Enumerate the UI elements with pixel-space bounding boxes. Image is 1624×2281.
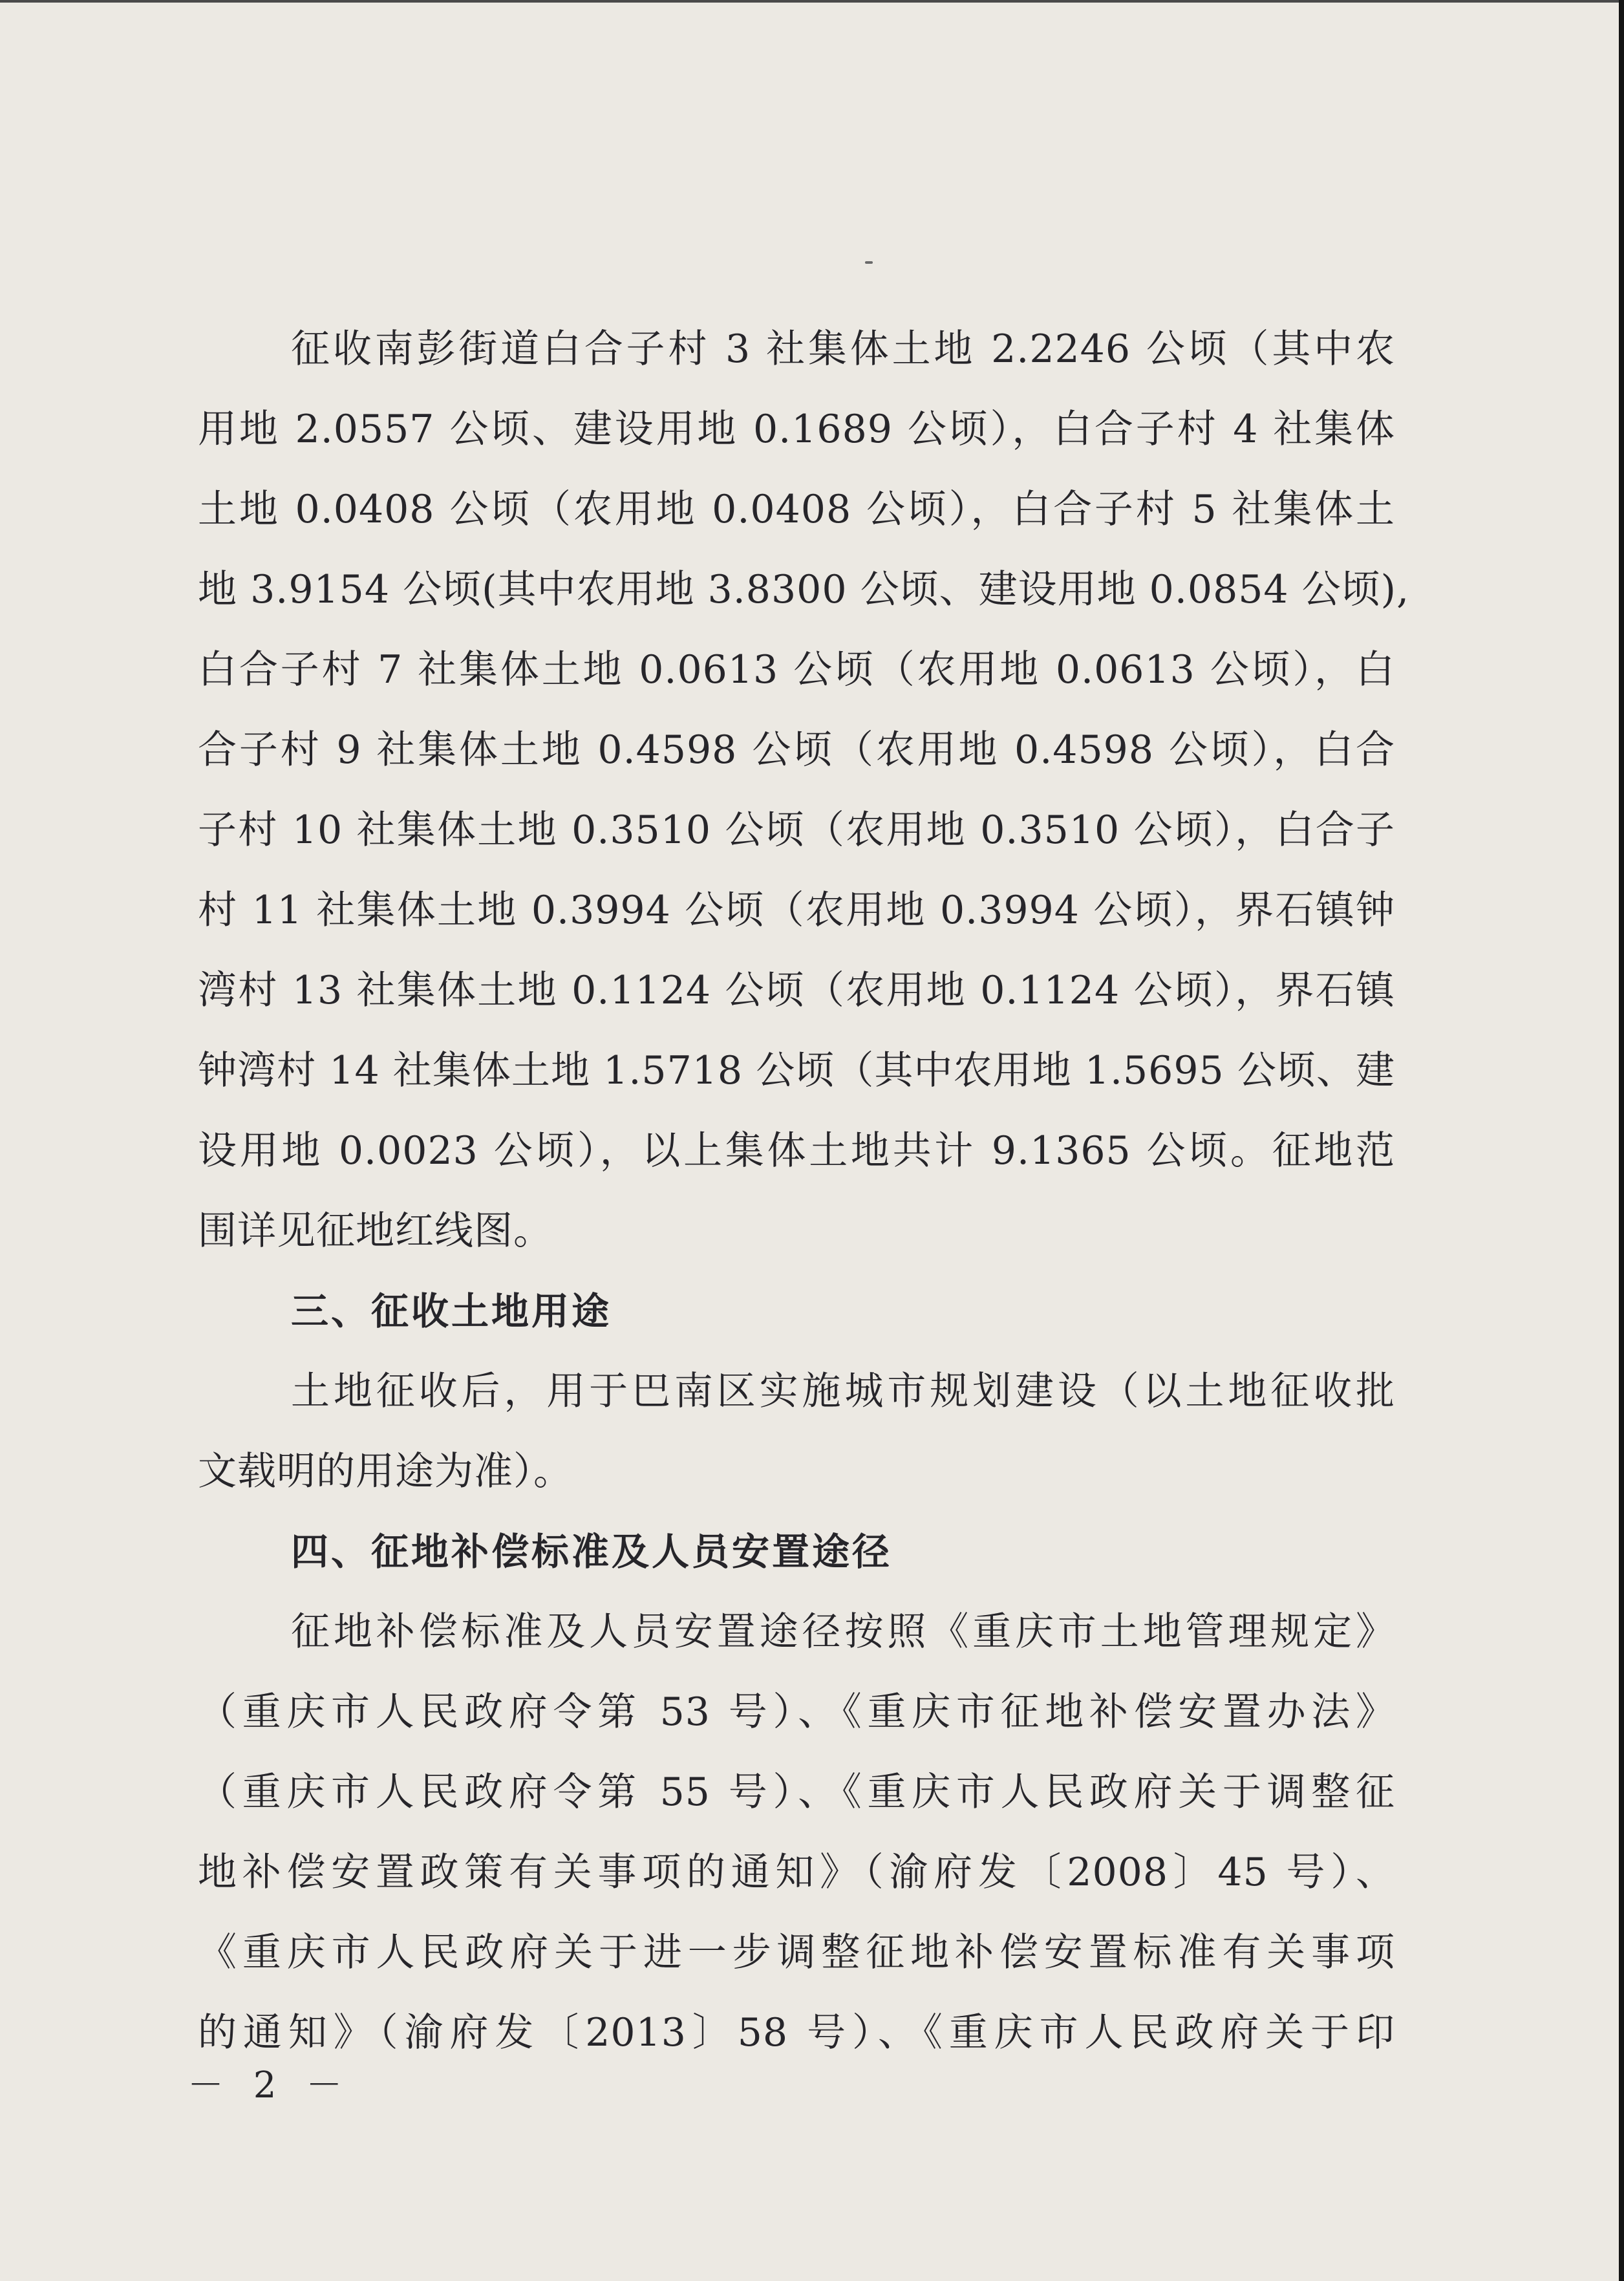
scan-top-edge [0, 0, 1624, 3]
body-line: 村 11 社集体土地 0.3994 公顷（农用地 0.3994 公顷），界石镇钟 [198, 888, 1395, 933]
section-heading: 四、征地补偿标准及人员安置途径 [291, 1530, 893, 1574]
body-line: 设用地 0.0023 公顷），以上集体土地共计 9.1365 公顷。征地范 [198, 1128, 1395, 1173]
body-line: 《重庆市人民政府关于进一步调整征地补偿安置标准有关事项 [198, 1930, 1395, 1975]
body-line: （重庆市人民政府令第 55 号）、《重庆市人民政府关于调整征 [198, 1770, 1395, 1815]
scan-right-edge [1619, 0, 1624, 2281]
body-line: 征收南彭街道白合子村 3 社集体土地 2.2246 公顷（其中农 [291, 327, 1395, 372]
body-line: 土地 0.0408 公顷（农用地 0.0408 公顷），白合子村 5 社集体土 [198, 487, 1395, 532]
body-line: 子村 10 社集体土地 0.3510 公顷（农用地 0.3510 公顷），白合子 [198, 808, 1395, 853]
body-line: 围详见征地红线图。 [198, 1208, 553, 1254]
body-line: （重庆市人民政府令第 53 号）、《重庆市征地补偿安置办法》 [198, 1689, 1395, 1735]
section-heading: 三、征收土地用途 [291, 1289, 612, 1333]
scan-speck [865, 261, 873, 264]
body-line: 地补偿安置政策有关事项的通知》（渝府发〔2008〕45 号）、 [198, 1850, 1395, 1895]
body-line: 文载明的用途为准）。 [198, 1449, 573, 1494]
body-line: 征地补偿标准及人员安置途径按照《重庆市土地管理规定》 [291, 1609, 1395, 1655]
body-line: 合子村 9 社集体土地 0.4598 公顷（农用地 0.4598 公顷），白合 [198, 727, 1395, 773]
body-line: 土地征收后，用于巴南区实施城市规划建设（以土地征收批 [291, 1369, 1395, 1414]
body-line: 湾村 13 社集体土地 0.1124 公顷（农用地 0.1124 公顷），界石镇 [198, 968, 1395, 1013]
body-line: 地 3.9154 公顷(其中农用地 3.8300 公顷、建设用地 0.0854 公顷), [198, 567, 1410, 612]
page-number: － 2 － [187, 2064, 352, 2106]
body-line: 用地 2.0557 公顷、建设用地 0.1689 公顷），白合子村 4 社集体 [198, 407, 1395, 452]
body-line: 的通知》（渝府发〔2013〕58 号）、《重庆市人民政府关于印 [198, 2010, 1395, 2055]
body-line: 钟湾村 14 社集体土地 1.5718 公顷（其中农用地 1.5695 公顷、建 [198, 1048, 1395, 1093]
body-line: 白合子村 7 社集体土地 0.0613 公顷（农用地 0.0613 公顷），白 [198, 647, 1395, 692]
